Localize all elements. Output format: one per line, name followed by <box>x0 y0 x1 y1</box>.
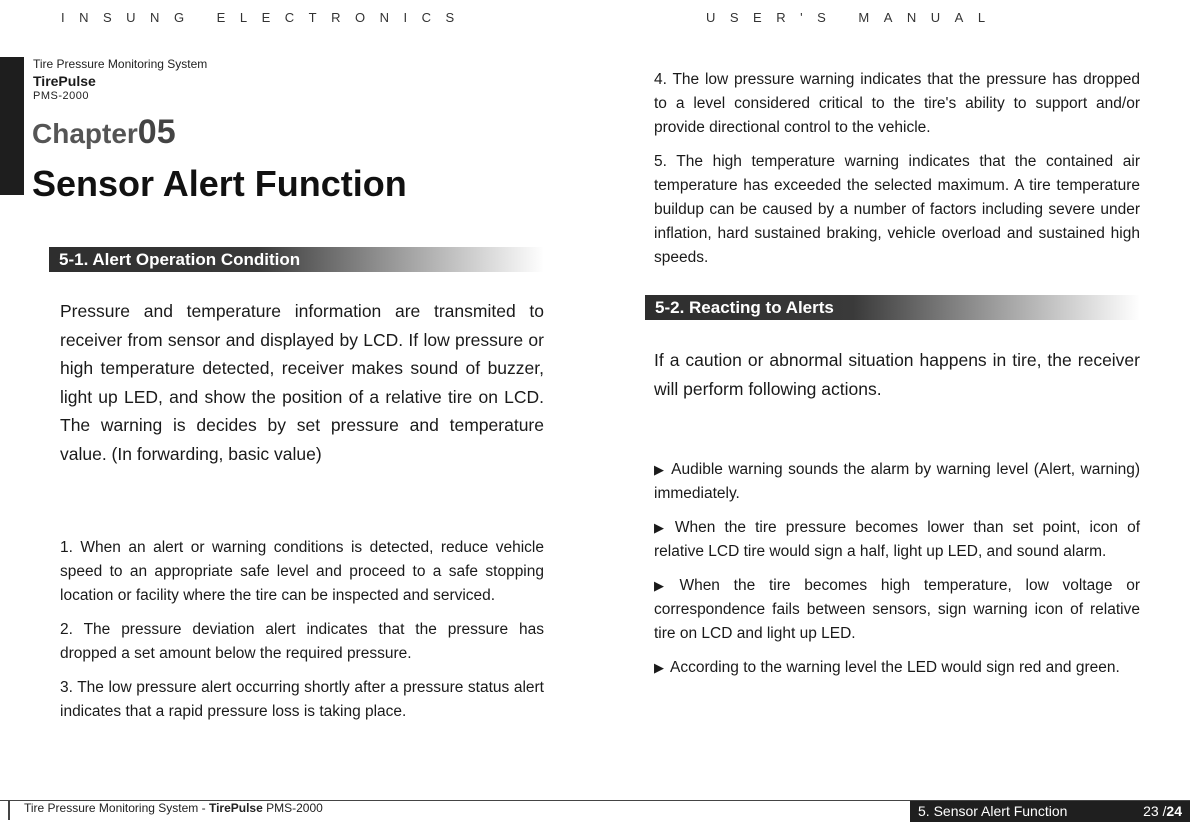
footer-tick <box>8 800 10 820</box>
product-system-name: Tire Pressure Monitoring System <box>33 57 208 71</box>
page-title: Sensor Alert Function <box>32 163 407 204</box>
chapter-side-bar <box>0 57 24 195</box>
section-5-1-intro: Pressure and temperature information are transmited to receiver from sensor and displayed by LCD. If low pressure or high temperature detected, receiver makes sound of buzzer, light up LED, and show the position of a relative tire on LCD. The warning is decides by set pressure and temperature value. (In forwarding, basic value) <box>60 301 544 464</box>
list-item: 4. The low pressure warning indicates that the pressure has dropped to a level considered critical to the tire's ability to support and/or provide directional control to the vehicle. <box>654 71 1140 136</box>
chapter-word: Chapter <box>32 118 138 149</box>
product-model: PMS-2000 <box>33 90 89 102</box>
footer-section-tab <box>910 801 1190 822</box>
footer-section-name: 5. Sensor Alert Function <box>918 803 1068 819</box>
list-item: ▶ Audible warning sounds the alarm by warning level (Alert, warning) immediately. <box>654 461 1141 502</box>
list-item: ▶ When the tire pressure becomes lower than set point, icon of relative LCD tire would sign a half, light up LED, and sound alarm. <box>654 519 1141 560</box>
header-manual: USER'S MANUAL <box>706 10 1000 25</box>
page-number: 23 /24 <box>1143 803 1182 819</box>
bullet-triangle-icon: ▶ <box>654 578 674 593</box>
list-item: 1. When an alert or warning conditions is detected, reduce vehicle speed to an appropriate safe level and proceed to a safe stopping location or facility where the tire can be inspected and serviced. <box>60 539 544 604</box>
section-5-1-items-right <box>654 68 1140 280</box>
list-item: 2. The pressure deviation alert indicates that the pressure has dropped a set amount below the required pressure. <box>60 621 544 662</box>
chapter-label <box>32 112 176 154</box>
footer-product: Tire Pressure Monitoring System - TirePulse PMS-2000 <box>24 801 323 815</box>
bullet-triangle-icon: ▶ <box>654 462 666 477</box>
list-item: ▶ According to the warning level the LED would sign red and green. <box>654 659 1120 676</box>
list-item: 3. The low pressure alert occurring shortly after a pressure status alert indicates that a rapid pressure loss is taking place. <box>60 679 544 720</box>
list-item: ▶ When the tire becomes high temperature, low voltage or correspondence fails between sensors, sign warning icon of relative tire on LCD and light up LED. <box>654 577 1140 642</box>
list-item: 5. The high temperature warning indicates that the contained air temperature has exceeded the selected maximum. A tire temperature buildup can be caused by a number of factors including severe under inflation, hard sustained braking, vehicle overload and sustained high speeds. <box>654 153 1140 266</box>
chapter-number: 05 <box>137 113 176 151</box>
header-company: INSUNG ELECTRONICS <box>61 10 469 25</box>
bullet-triangle-icon: ▶ <box>654 660 664 675</box>
bullet-triangle-icon: ▶ <box>654 520 669 535</box>
section-5-2-bullets <box>654 458 1140 690</box>
section-5-1-items-left <box>60 536 544 734</box>
section-heading-5-1: 5-1. Alert Operation Condition <box>49 247 544 272</box>
footer-brand: TirePulse <box>208 801 263 815</box>
product-brand-logo: TirePulse <box>33 73 96 89</box>
section-heading-5-2: 5-2. Reacting to Alerts <box>645 295 1140 320</box>
section-5-2-intro: If a caution or abnormal situation happens in tire, the receiver will perform following actions. <box>654 350 1140 399</box>
